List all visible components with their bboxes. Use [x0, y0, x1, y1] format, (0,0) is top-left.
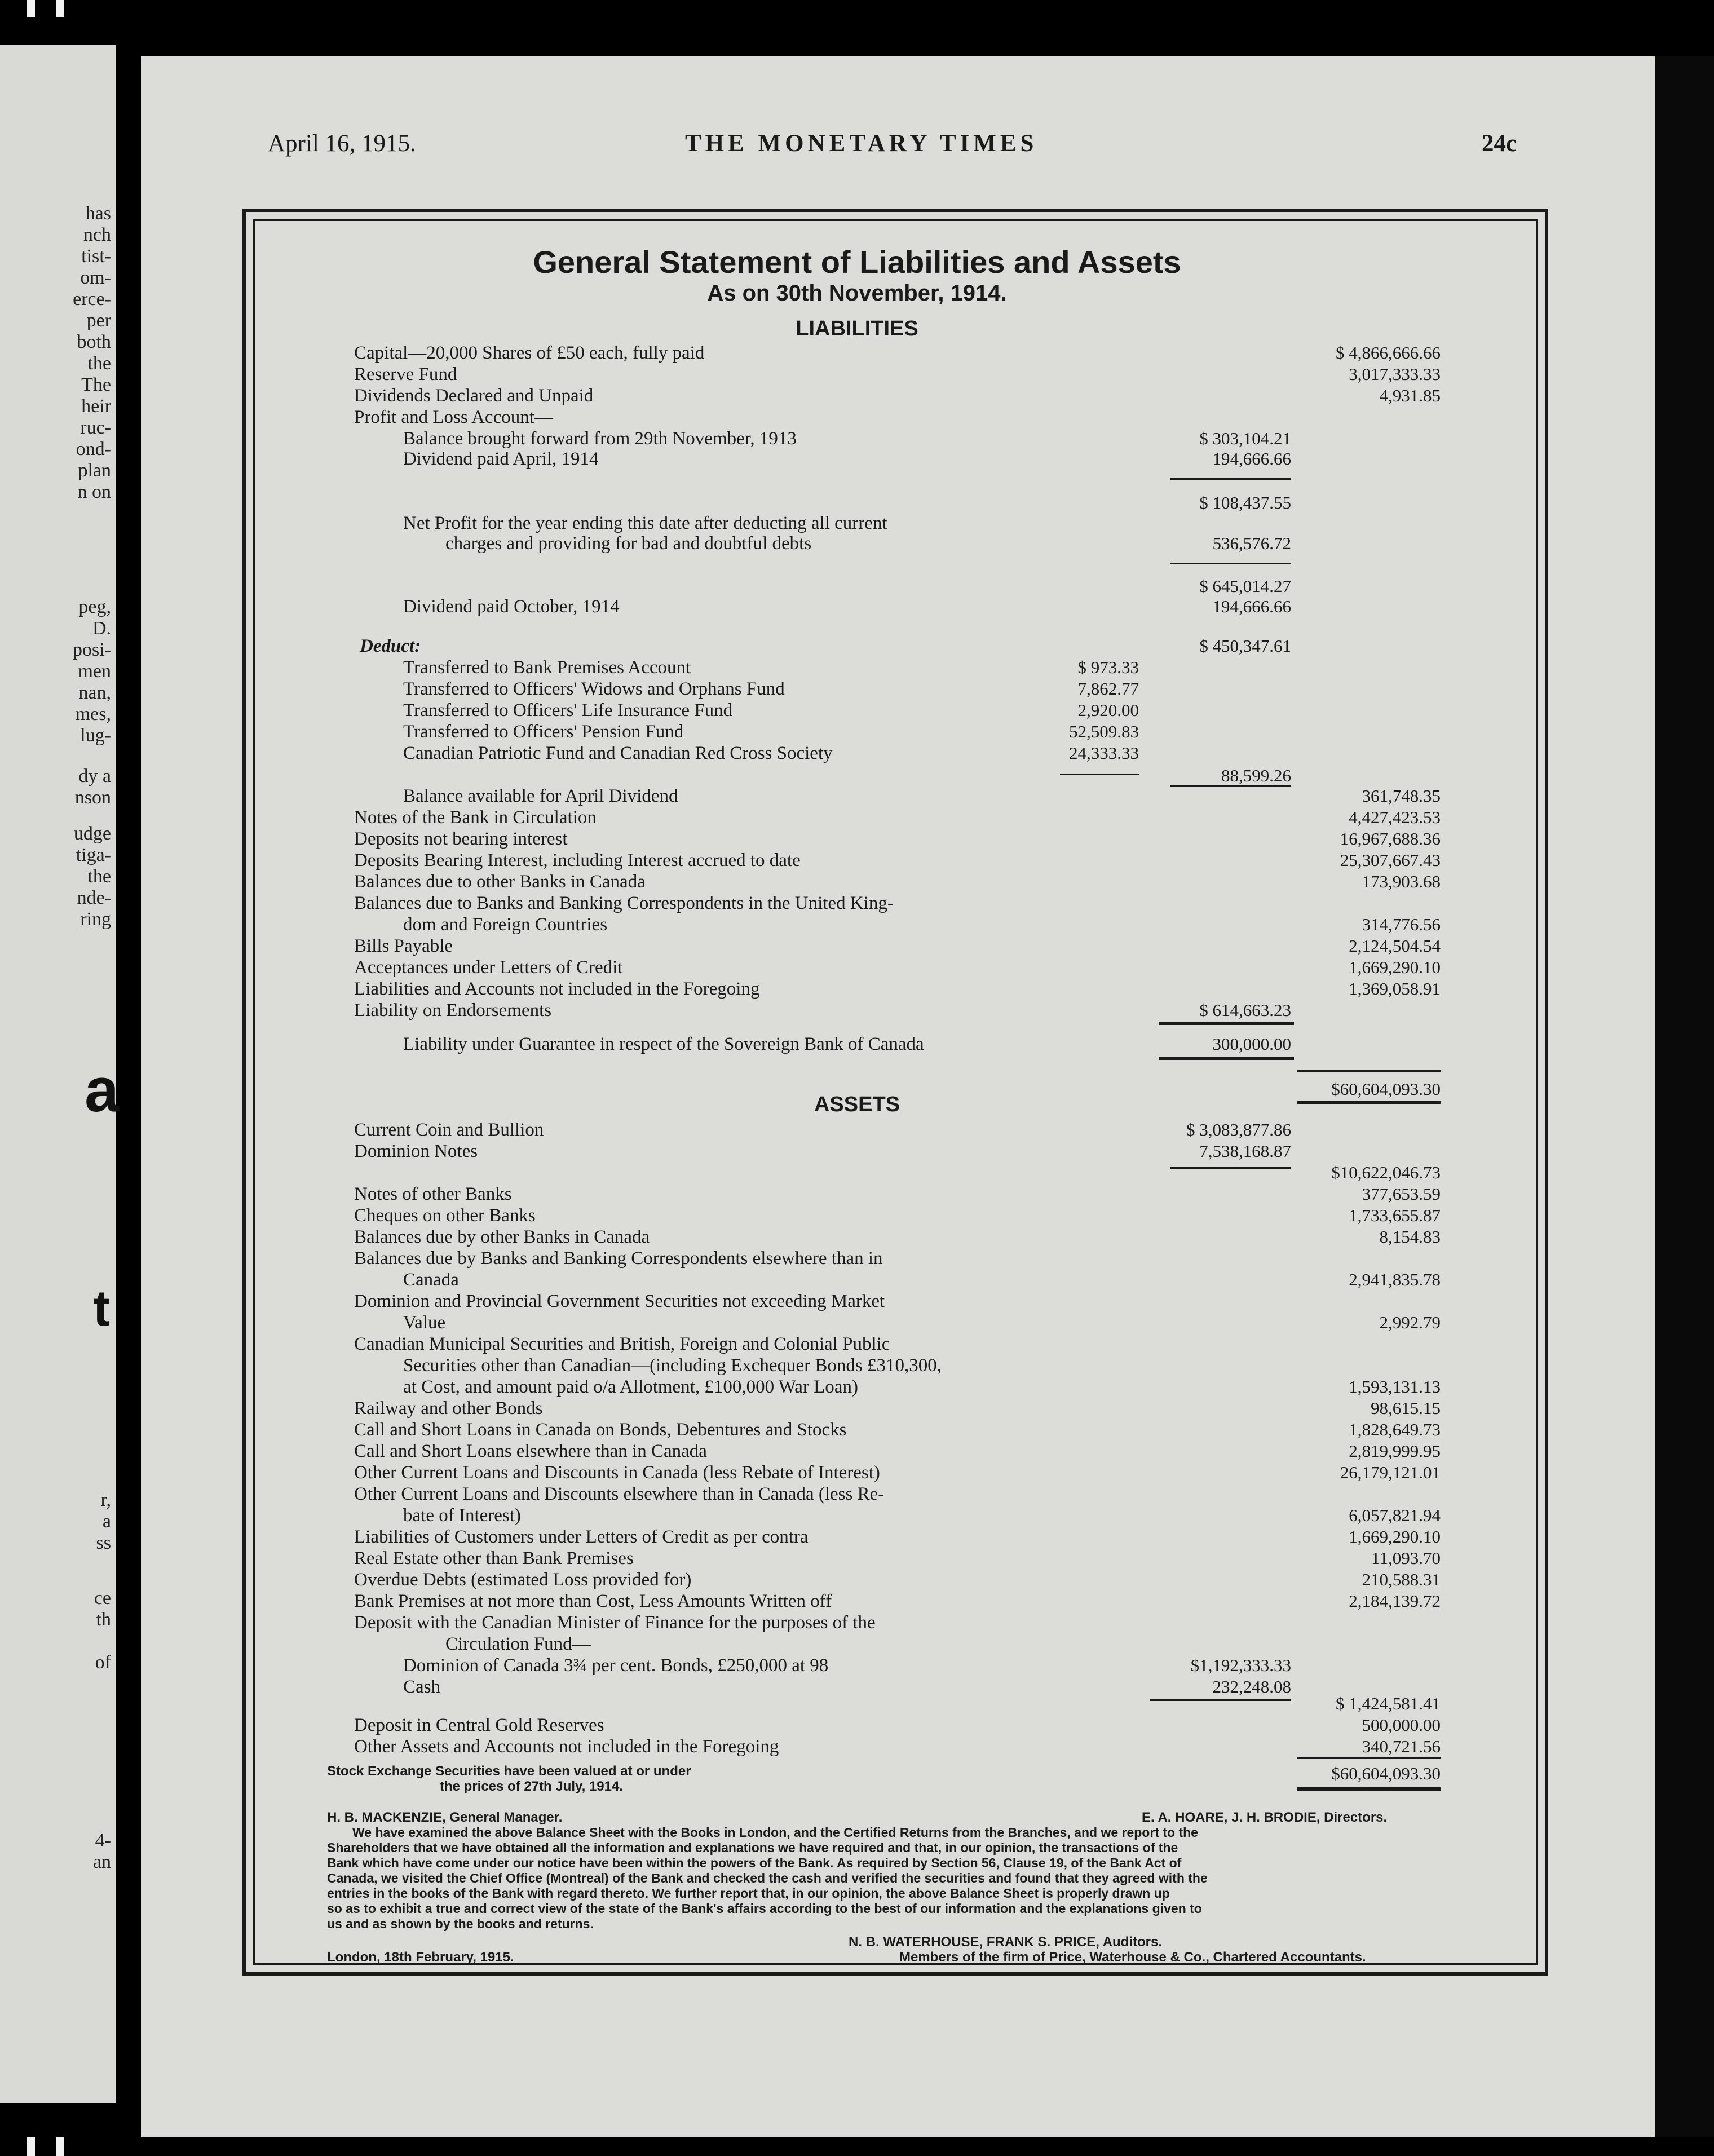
balance-april-label: Balance available for April Dividend: [403, 786, 678, 806]
report-date: London, 18th February, 1915.: [327, 1950, 514, 1965]
bal-uk-line-1: Balances due to Banks and Banking Correspondents in the United King-: [354, 893, 894, 913]
publication-title: THE MONETARY TIMES: [685, 130, 1038, 157]
facing-page-word: the: [87, 866, 111, 887]
subtotal-1: $ 108,437.55: [1199, 493, 1291, 513]
deposit-minister-line-2: Circulation Fund—: [445, 1634, 591, 1654]
net-profit-line-1: Net Profit for the year ending this date after deducting all current: [403, 513, 887, 533]
real-estate-label: Real Estate other than Bank Premises: [354, 1548, 634, 1569]
dividend-october-amount: 194,666.66: [1212, 597, 1291, 616]
dividend-april-label: Dividend paid April, 1914: [403, 449, 599, 469]
dividends-amount: 4,931.85: [1379, 386, 1441, 405]
acceptances-amount: 1,669,290.10: [1349, 957, 1441, 977]
issue-date: April 16, 1915.: [268, 130, 416, 157]
assets-heading: ASSETS: [814, 1093, 900, 1116]
circulation-cash-label: Cash: [403, 1677, 440, 1697]
facing-page-word: an: [92, 1852, 111, 1872]
report-line: Canada, we visited the Chief Office (Montreal) of the Bank and checked the cash and verified the securities and found that they agreed with the: [327, 1871, 1208, 1885]
acceptances-label: Acceptances under Letters of Credit: [354, 957, 623, 978]
balance-brought-amount: $ 303,104.21: [1199, 428, 1291, 448]
auditors-signature: N. B. WATERHOUSE, FRANK S. PRICE, Auditors.: [849, 1934, 1163, 1950]
facing-page-word: men: [78, 661, 111, 682]
facing-page-word: per: [86, 310, 111, 331]
facing-page-word: lug-: [80, 725, 111, 746]
facing-page-word: ss: [96, 1532, 111, 1553]
premises-label: Bank Premises at not more than Cost, Less Amounts Written off: [354, 1591, 832, 1611]
reserve-amount: 3,017,333.33: [1349, 364, 1441, 384]
real-estate-amount: 11,093.70: [1371, 1548, 1441, 1568]
total-rule: [1159, 1022, 1294, 1025]
dividend-april-amount: 194,666.66: [1212, 449, 1291, 469]
report-line: entries in the books of the Bank with regard thereto. We further report that, in our opinion, the above Balance Sheet is properly drawn up: [327, 1886, 1170, 1901]
report-line: We have examined the above Balance Sheet with the Books in London, and the Certified Returns from the Branches, and we report to the: [352, 1825, 1198, 1840]
bal-elsewhere-line-2: Canada: [403, 1270, 459, 1290]
total-rule: [1150, 1699, 1291, 1701]
facing-page-word: plan: [78, 460, 111, 481]
endorsements-label: Liability on Endorsements: [354, 1000, 552, 1020]
assets-total: $60,604,093.30: [1331, 1764, 1441, 1783]
overdue-amount: 210,588.31: [1362, 1570, 1441, 1589]
guarantee-amount: 300,000.00: [1212, 1034, 1291, 1054]
manager-signature: H. B. MACKENZIE, General Manager.: [327, 1810, 563, 1825]
facing-page-word: of: [95, 1652, 111, 1673]
deduction-label: Transferred to Officers' Life Insurance Fund: [403, 700, 733, 721]
facing-page-word: nch: [83, 224, 111, 245]
facing-page-word: nan,: [78, 682, 111, 703]
balance-april-amount: 361,748.35: [1362, 786, 1441, 806]
bal-uk-amount: 314,776.56: [1362, 914, 1441, 934]
total-rule: [1297, 1070, 1441, 1072]
facing-page-word: posi-: [73, 639, 111, 660]
net-profit-line-2: charges and providing for bad and doubtful debts: [445, 533, 812, 554]
notes-other-amount: 377,653.59: [1362, 1184, 1441, 1204]
facing-page-word: ce: [94, 1588, 111, 1609]
film-mark: [27, 2137, 35, 2156]
statement-subtitle: As on 30th November, 1914.: [707, 281, 1007, 306]
total-rule: [1159, 1057, 1294, 1060]
liab-not-incl-amount: 1,369,058.91: [1349, 979, 1441, 999]
net-profit-amount: 536,576.72: [1212, 533, 1291, 553]
facing-page-heading-letter: a: [85, 1055, 120, 1125]
other-loans-canada-label: Other Current Loans and Discounts in Canada (less Rebate of Interest): [354, 1463, 880, 1483]
facing-page-word: nde-: [77, 887, 111, 908]
directors-signature: E. A. HOARE, J. H. BRODIE, Directors.: [1142, 1810, 1388, 1825]
deposits-bearing-amount: 25,307,667.43: [1340, 850, 1441, 870]
endorsements-amount: $ 614,663.23: [1199, 1000, 1291, 1020]
film-mark: [56, 2137, 64, 2156]
deduct-label: Deduct:: [360, 636, 421, 656]
railway-amount: 98,615.15: [1371, 1398, 1441, 1418]
facing-page-word: tiga-: [76, 845, 111, 865]
notes-other-label: Notes of other Banks: [354, 1184, 512, 1204]
facing-page-word: 4-: [95, 1830, 111, 1851]
dominion-bonds-label: Dominion of Canada 3¾ per cent. Bonds, £250,000 at 98: [403, 1655, 829, 1676]
customers-liab-label: Liabilities of Customers under Letters of Credit as per contra: [354, 1527, 809, 1547]
other-loans-else-line-2: bate of Interest): [403, 1505, 521, 1526]
deduction-amount: $ 973.33: [1077, 657, 1139, 677]
liabilities-heading: LIABILITIES: [796, 317, 918, 341]
circulation-cash-amount: 232,248.08: [1212, 1677, 1291, 1696]
circulation-total: $ 1,424,581.41: [1336, 1694, 1441, 1713]
deposits-bearing-label: Deposits Bearing Interest, including Interest accrued to date: [354, 850, 801, 871]
other-assets-amount: 340,721.56: [1362, 1737, 1441, 1756]
total-rule: [1170, 1167, 1291, 1169]
deduction-amount: 7,862.77: [1077, 679, 1139, 699]
facing-page-word: the: [87, 353, 111, 374]
central-gold-amount: 500,000.00: [1362, 1715, 1441, 1735]
bills-label: Bills Payable: [354, 936, 453, 956]
bal-elsewhere-amount: 2,941,835.78: [1349, 1270, 1441, 1289]
other-loans-else-line-1: Other Current Loans and Discounts elsewhere than in Canada (less Re-: [354, 1484, 885, 1504]
total-rule: [1297, 1757, 1441, 1759]
coin-amount: $ 3,083,877.86: [1186, 1120, 1291, 1139]
total-rule: [1297, 1787, 1441, 1791]
report-line: Shareholders that we have obtained all the information and explanations we have required and that, in our opinion, the transactions of the: [327, 1840, 1178, 1855]
facing-page-word: ond-: [76, 439, 111, 460]
auditors-firm: Members of the firm of Price, Waterhouse & Co., Chartered Accountants.: [899, 1950, 1366, 1965]
statement-title: General Statement of Liabilities and Assets: [533, 244, 1181, 280]
facing-page-word: The: [81, 374, 111, 395]
notes-label: Notes of the Bank in Circulation: [354, 807, 597, 828]
facing-page-word: erce-: [73, 289, 111, 310]
bal-uk-line-2: dom and Foreign Countries: [403, 914, 608, 935]
cash-total: $10,622,046.73: [1331, 1163, 1441, 1182]
total-rule: [1170, 785, 1291, 787]
deduction-amount: 2,920.00: [1077, 700, 1139, 720]
dividend-october-label: Dividend paid October, 1914: [403, 597, 620, 617]
bal-canada-label: Balances due by other Banks in Canada: [354, 1227, 650, 1247]
liab-not-incl-label: Liabilities and Accounts not included in the Foregoing: [354, 979, 760, 999]
facing-page-strip: [0, 45, 120, 2103]
deduction-label: Transferred to Officers' Pension Fund: [403, 722, 684, 742]
dominion-notes-amount: 7,538,168.87: [1199, 1141, 1291, 1161]
stock-note-1: Stock Exchange Securities have been valued at or under: [327, 1764, 691, 1779]
facing-page-word: has: [85, 203, 111, 224]
facing-page-word: udge: [73, 823, 111, 844]
dominion-sec-amount: 2,992.79: [1379, 1313, 1441, 1332]
bal-canada-amount: 8,154.83: [1379, 1227, 1441, 1247]
deposits-not-label: Deposits not bearing interest: [354, 829, 568, 849]
total-rule: [1170, 563, 1291, 564]
central-gold-label: Deposit in Central Gold Reserves: [354, 1715, 604, 1735]
total-rule: [1060, 774, 1139, 775]
film-mark: [56, 0, 64, 17]
facing-page-word: nson: [74, 787, 111, 808]
facing-page-word: om-: [80, 267, 111, 288]
bal-elsewhere-line-1: Balances due by Banks and Banking Correspondents elsewhere than in: [354, 1248, 883, 1269]
facing-page-word: peg,: [78, 597, 111, 617]
stock-note-2: the prices of 27th July, 1914.: [440, 1779, 624, 1794]
premises-amount: 2,184,139.72: [1349, 1591, 1441, 1611]
total-rule: [1170, 478, 1291, 480]
call-elsewhere-amount: 2,819,999.95: [1349, 1441, 1441, 1461]
municipal-line-3: at Cost, and amount paid o/a Allotment, £100,000 War Loan): [403, 1377, 858, 1397]
capital-label: Capital—20,000 Shares of £50 each, fully paid: [354, 343, 705, 363]
municipal-line-2: Securities other than Canadian—(including Exchequer Bonds £310,300,: [403, 1355, 942, 1376]
overdue-label: Overdue Debts (estimated Loss provided for): [354, 1570, 692, 1590]
deduct-base-amount: $ 450,347.61: [1199, 636, 1291, 656]
balance-brought-label: Balance brought forward from 29th November, 1913: [403, 428, 797, 449]
pl-label: Profit and Loss Account—: [354, 407, 553, 427]
call-canada-amount: 1,828,649.73: [1349, 1420, 1441, 1439]
dominion-sec-line-1: Dominion and Provincial Government Securities not exceeding Market: [354, 1291, 885, 1311]
liabilities-total: $60,604,093.30: [1331, 1079, 1441, 1099]
bal-other-banks-amount: 173,903.68: [1362, 872, 1441, 891]
facing-page-word: th: [96, 1609, 111, 1630]
facing-page-word: r,: [100, 1490, 111, 1510]
cheques-amount: 1,733,655.87: [1349, 1205, 1441, 1225]
facing-page-word: heir: [81, 396, 111, 417]
facing-page-word: a: [102, 1511, 111, 1532]
facing-page-word: dy a: [78, 766, 111, 787]
deduct-total: 88,599.26: [1221, 766, 1291, 785]
dominion-bonds-amount: $1,192,333.33: [1190, 1655, 1291, 1675]
deduction-label: Canadian Patriotic Fund and Canadian Red Cross Society: [403, 743, 833, 763]
facing-page-word: D.: [92, 618, 111, 639]
other-assets-label: Other Assets and Accounts not included in the Foregoing: [354, 1737, 779, 1757]
deduction-amount: 52,509.83: [1069, 722, 1139, 741]
deduction-amount: 24,333.33: [1069, 743, 1139, 763]
facing-page-word: ring: [80, 909, 111, 930]
municipal-amount: 1,593,131.13: [1349, 1377, 1441, 1397]
facing-page-heading-letter: t: [93, 1280, 110, 1337]
deposits-not-amount: 16,967,688.36: [1340, 829, 1441, 849]
municipal-line-1: Canadian Municipal Securities and British, Foreign and Colonial Public: [354, 1334, 890, 1354]
page-number: 24c: [1482, 130, 1517, 157]
other-loans-canada-amount: 26,179,121.01: [1340, 1463, 1441, 1482]
facing-page-word: n on: [77, 481, 111, 502]
bal-other-banks-label: Balances due to other Banks in Canada: [354, 872, 646, 892]
deduction-label: Transferred to Officers' Widows and Orphans Fund: [403, 679, 785, 699]
facing-page-word: tist-: [81, 246, 111, 267]
call-elsewhere-label: Call and Short Loans elsewhere than in Canada: [354, 1441, 707, 1461]
guarantee-label: Liability under Guarantee in respect of the Sovereign Bank of Canada: [403, 1034, 924, 1054]
facing-page-word: both: [77, 332, 111, 352]
bills-amount: 2,124,504.54: [1349, 936, 1441, 956]
call-canada-label: Call and Short Loans in Canada on Bonds, Debentures and Stocks: [354, 1420, 847, 1440]
railway-label: Railway and other Bonds: [354, 1398, 543, 1419]
subtotal-2: $ 645,014.27: [1199, 576, 1291, 596]
notes-amount: 4,427,423.53: [1349, 807, 1441, 827]
coin-label: Current Coin and Bullion: [354, 1120, 544, 1140]
dividends-label: Dividends Declared and Unpaid: [354, 386, 594, 406]
customers-liab-amount: 1,669,290.10: [1349, 1527, 1441, 1547]
other-loans-else-amount: 6,057,821.94: [1349, 1505, 1441, 1525]
deposit-minister-line-1: Deposit with the Canadian Minister of Finance for the purposes of the: [354, 1612, 876, 1633]
report-line: so as to exhibit a true and correct view of the state of the Bank's affairs according to the best of our information and the explanations given to: [327, 1901, 1202, 1916]
film-mark: [27, 0, 35, 17]
cheques-label: Cheques on other Banks: [354, 1205, 536, 1226]
capital-amount: $ 4,866,666.66: [1336, 343, 1441, 363]
facing-page-word: mes,: [75, 704, 111, 724]
reserve-label: Reserve Fund: [354, 364, 457, 385]
report-line: Bank which have come under our notice have been within the powers of the Bank. As required by Section 56, Clause 19, of the Bank Act of: [327, 1855, 1182, 1870]
facing-page-word: ruc-: [80, 417, 111, 438]
dominion-sec-line-2: Value: [403, 1313, 446, 1333]
dominion-notes-label: Dominion Notes: [354, 1141, 478, 1161]
deduction-label: Transferred to Bank Premises Account: [403, 657, 691, 678]
report-line: us and as shown by the books and returns.: [327, 1916, 594, 1931]
